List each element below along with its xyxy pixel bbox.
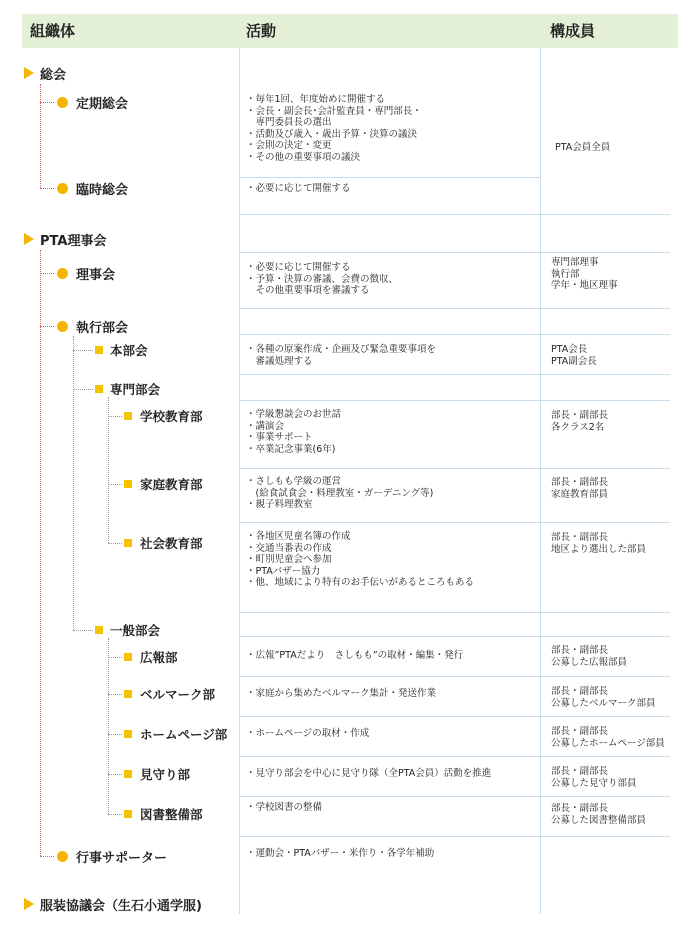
circle-bullet-icon [57,851,68,862]
tree-connector [73,630,93,631]
activity-gakkou-kyouiku: ・学級懇談会のお世話 ・講演会 ・事業サポート ・卒業記念事業(6年) [246,409,342,455]
tree-connector [108,814,122,815]
tree-connector [73,336,74,630]
square-bullet-icon [95,346,103,354]
tree-connector [108,638,109,814]
members-tosho: 部長・副部長 公募した図書整備部員 [551,803,647,826]
tree-connector [40,188,54,189]
square-bullet-icon [95,385,103,393]
grid-line [239,836,670,837]
activity-rinji-soukai: ・必要に応じて開催する [246,183,351,194]
tree-connector [108,657,122,658]
node-soukai: 総会 [40,68,67,83]
tree-connector [40,102,54,103]
square-bullet-icon [124,539,132,547]
square-bullet-icon [95,626,103,634]
members-homepage: 部長・副部長 公募したホームページ部員 [551,726,665,749]
node-honbukai: 本部会 [110,343,148,358]
activity-bellmark: ・家庭から集めたベルマーク集計・発送作業 [246,688,437,699]
node-homepage: ホームページ部 [140,727,228,742]
members-mimamori: 部長・副部長 公募した見守り部員 [551,766,637,789]
triangle-bullet-icon [24,233,34,245]
tree-connector [40,856,54,857]
node-senmonbukai: 専門部会 [110,382,161,397]
tree-connector [40,273,54,274]
grid-line [239,676,670,677]
circle-bullet-icon [57,97,68,108]
node-pta-riji: PTA理事会 [40,234,107,249]
tree-connector [108,734,122,735]
tree-connector [40,326,54,327]
grid-line [239,177,541,178]
grid-line [239,468,670,469]
tree-connector [108,774,122,775]
members-katei-kyouiku: 部長・副部長 家庭教育部員 [551,477,609,500]
node-fukusou: 服装協議会（生石小通学服) [40,899,202,914]
node-mimamori: 見守り部 [140,767,191,782]
activity-homepage: ・ホームページの取材・作成 [246,728,370,739]
circle-bullet-icon [57,268,68,279]
grid-line [239,400,670,401]
node-ippanbukai: 一般部会 [110,623,161,638]
activity-tosho: ・学校図書の整備 [246,802,323,813]
tree-connector [73,389,93,390]
node-shikkoubukai: 執行部会 [76,321,129,336]
members-bellmark: 部長・副部長 公募したベルマーク部員 [551,686,656,709]
activity-teiki-soukai: ・毎年1回、年度始めに開催する ・会長・副会長･会計監査員・専門部長・ 専門委員長の選出 ・活動及び歳入・歳出予算・決算の議決 ・会則の決定・変更 ・その他の重要事項の議決 [246,94,422,163]
node-shakai-kyouiku: 社会教育部 [140,536,203,551]
circle-bullet-icon [57,183,68,194]
node-bellmark: ベルマーク部 [140,687,216,702]
square-bullet-icon [124,653,132,661]
node-gyouji-supporter: 行事サポーター [76,851,168,866]
grid-line [239,756,670,757]
node-teiki-soukai: 定期総会 [76,97,129,112]
header-activity: 活動 [246,22,277,40]
node-gakkou-kyouiku: 学校教育部 [140,409,203,424]
grid-line [239,308,670,309]
activity-honbukai: ・各種の原案作成・企画及び緊急重要事項を 審議処理する [246,344,437,367]
tree-connector [108,484,122,485]
members-rijikai: 専門部理事 執行部 学年・地区理事 [551,257,618,291]
tree-connector [40,84,41,188]
square-bullet-icon [124,412,132,420]
members-kouhou: 部長・副部長 公募した広報部員 [551,645,628,668]
members-honbukai: PTA会長 PTA副会長 [551,344,597,367]
grid-line [239,636,670,637]
grid-line [239,716,670,717]
node-katei-kyouiku: 家庭教育部 [140,477,203,492]
triangle-bullet-icon [24,67,34,79]
grid-line [239,612,670,613]
node-kouhou: 広報部 [140,650,178,665]
activity-mimamori: ・見守り部会を中心に見守り隊（全PTA会員）活動を推進 [246,768,492,779]
members-soukai: PTA会員全員 [555,142,611,153]
tree-connector [73,350,93,351]
header-members: 構成員 [550,22,596,40]
grid-line [239,252,670,253]
grid-line [239,334,670,335]
header-organization: 組織体 [30,22,76,40]
activity-gyouji-supporter: ・運動会・PTAバザー・米作り・各学年補助 [246,848,435,859]
grid-line [239,214,670,215]
tree-connector [40,250,41,856]
grid-line [239,796,670,797]
square-bullet-icon [124,480,132,488]
square-bullet-icon [124,690,132,698]
grid-line [239,522,670,523]
tree-connector [108,416,122,417]
tree-connector [108,543,122,544]
tree-connector [108,694,122,695]
activity-kouhou: ・広報”PTAだより さしもも”の取材・編集・発行 [246,650,464,661]
node-rijikai: 理事会 [76,268,116,283]
node-tosho: 図書整備部 [140,807,203,822]
activity-rijikai: ・必要に応じて開催する ・予算・決算の審議、会費の徴収、 その他重要事項を審議する [246,262,399,296]
triangle-bullet-icon [24,898,34,910]
square-bullet-icon [124,810,132,818]
grid-line [239,374,670,375]
square-bullet-icon [124,730,132,738]
activity-katei-kyouiku: ・さしもも学級の運営 (給食試食会・料理教室・ガーデニング等) ・親子料理教室 [246,476,434,510]
node-rinji-soukai: 臨時総会 [76,183,129,198]
tree-connector [108,397,109,543]
members-shakai-kyouiku: 部長・副部長 地区より選出した部員 [551,532,647,555]
activity-shakai-kyouiku: ・各地区児童名簿の作成 ・交通当番表の作成 ・町別児童会へ参加 ・PTAバザー協力 ・他、地域により特有のお手伝いがあるところもある [246,531,475,588]
circle-bullet-icon [57,321,68,332]
square-bullet-icon [124,770,132,778]
members-gakkou-kyouiku: 部長・副部長 各クラス2名 [551,410,609,433]
header-bar [22,14,678,48]
